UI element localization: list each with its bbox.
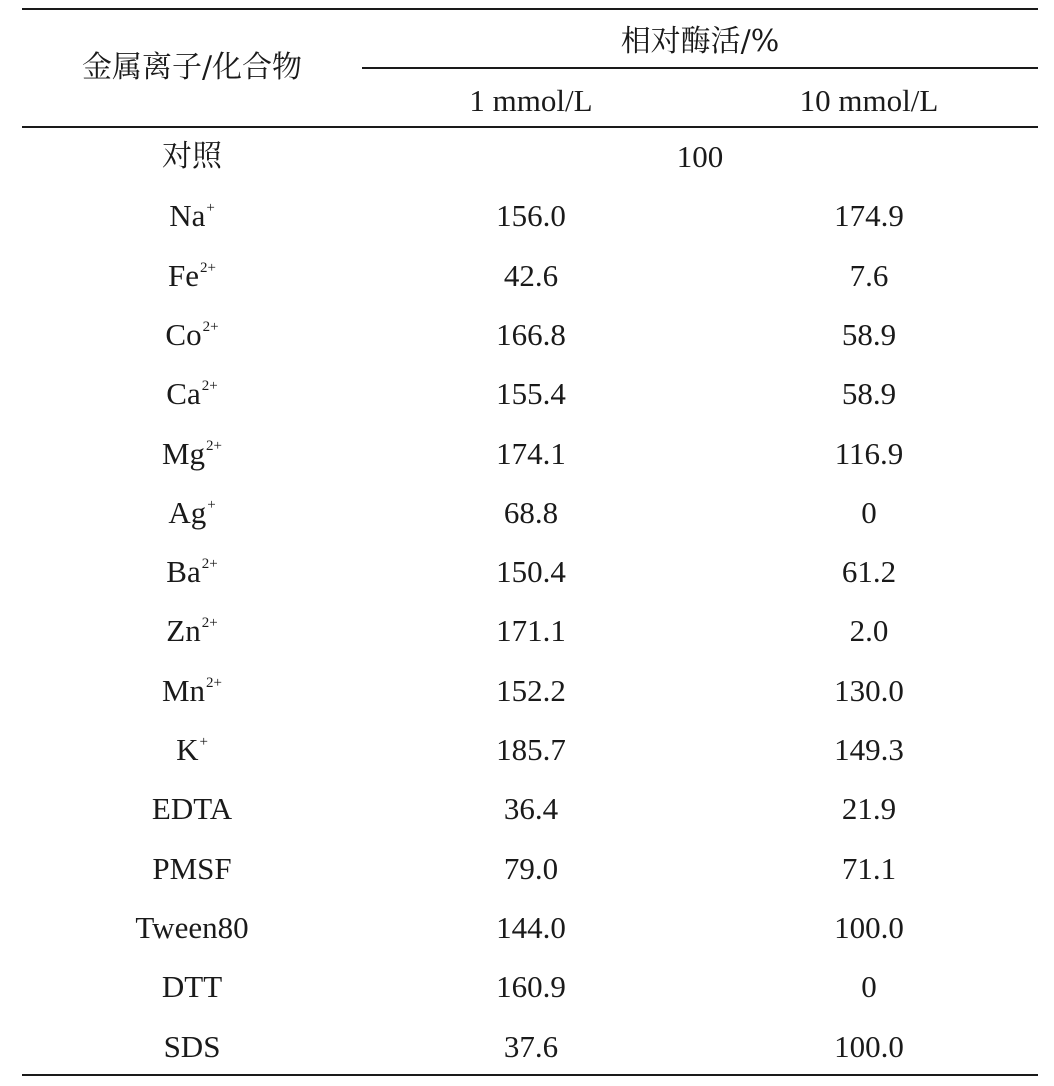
value-10mmol: 61.2 — [841, 554, 897, 589]
value-1mmol: 100 — [676, 139, 724, 174]
row-label: K+ — [176, 732, 208, 767]
col-header-10mmol: 10 mmol/L — [799, 83, 939, 118]
top-rule — [22, 8, 1038, 10]
ion-charge: 2+ — [206, 438, 223, 454]
value-1mmol: 79.0 — [503, 851, 559, 886]
row-label: $Fe^{2+}$ — [168, 258, 216, 293]
ion-charge: 2+ — [200, 260, 216, 276]
row-label: Na+ — [169, 198, 215, 233]
ion-charge: 2+ — [202, 319, 219, 335]
ion-charge: + — [199, 734, 208, 750]
ion-charge: 2+ — [201, 556, 218, 572]
value-10mmol: 21.9 — [841, 791, 897, 826]
value-1mmol: 42.6 — [503, 258, 559, 293]
value-1mmol: 152.2 — [496, 673, 566, 708]
row-label: $Co^{2+}$ — [165, 317, 219, 352]
value-10mmol: 174.9 — [834, 198, 904, 233]
row-label: $Zn^{2+}$ — [166, 613, 218, 648]
value-10mmol: 2.0 — [849, 613, 889, 648]
value-10mmol: 58.9 — [841, 317, 897, 352]
value-10mmol: 0 — [861, 495, 877, 530]
group-header-label: 相对酶活/% — [620, 24, 780, 59]
value-1mmol: 144.0 — [496, 910, 566, 945]
value-1mmol: 185.7 — [496, 732, 566, 767]
ion-charge: 2+ — [201, 615, 218, 631]
value-1mmol: 174.1 — [496, 436, 566, 471]
row-label: $Mn^{2+}$ — [161, 673, 223, 708]
value-10mmol: 130.0 — [834, 673, 904, 708]
value-10mmol: 149.3 — [834, 732, 904, 767]
value-10mmol: 71.1 — [841, 851, 897, 886]
value-1mmol: 171.1 — [496, 613, 566, 648]
row-label: PMSF — [152, 851, 232, 886]
value-1mmol: 160.9 — [496, 969, 566, 1004]
value-10mmol: 0 — [861, 969, 877, 1004]
header-rule — [22, 126, 1038, 128]
ion-charge: + — [206, 200, 215, 216]
row-label: $Mg^{2+}$ — [161, 436, 223, 471]
row-header-label: 金属离子/化合物 — [81, 50, 303, 85]
value-1mmol: 156.0 — [496, 198, 566, 233]
row-label: SDS — [163, 1029, 221, 1064]
group-rule — [362, 67, 1038, 69]
row-label: Tween80 — [135, 910, 249, 945]
ion-charge: + — [207, 497, 216, 513]
row-label: 对照 — [162, 139, 222, 174]
ion-charge: 2+ — [201, 378, 218, 394]
row-label: $Ba^{2+}$ — [166, 554, 218, 589]
row-label: $Ca^{2+}$ — [166, 376, 218, 411]
value-10mmol: 116.9 — [834, 436, 904, 471]
bottom-rule — [22, 1074, 1038, 1076]
ion-charge: 2+ — [206, 675, 223, 691]
value-10mmol: 100.0 — [834, 910, 904, 945]
value-10mmol: 58.9 — [841, 376, 897, 411]
col-header-1mmol: 1 mmol/L — [469, 83, 593, 118]
value-1mmol: 166.8 — [496, 317, 566, 352]
value-1mmol: 150.4 — [496, 554, 566, 589]
value-10mmol: 7.6 — [849, 258, 889, 293]
value-1mmol: 36.4 — [503, 791, 559, 826]
row-label: EDTA — [151, 791, 233, 826]
row-label: DTT — [161, 969, 223, 1004]
value-1mmol: 37.6 — [503, 1029, 559, 1064]
row-label: Ag+ — [168, 495, 216, 530]
value-1mmol: 68.8 — [503, 495, 559, 530]
value-10mmol: 100.0 — [834, 1029, 904, 1064]
value-1mmol: 155.4 — [496, 376, 566, 411]
